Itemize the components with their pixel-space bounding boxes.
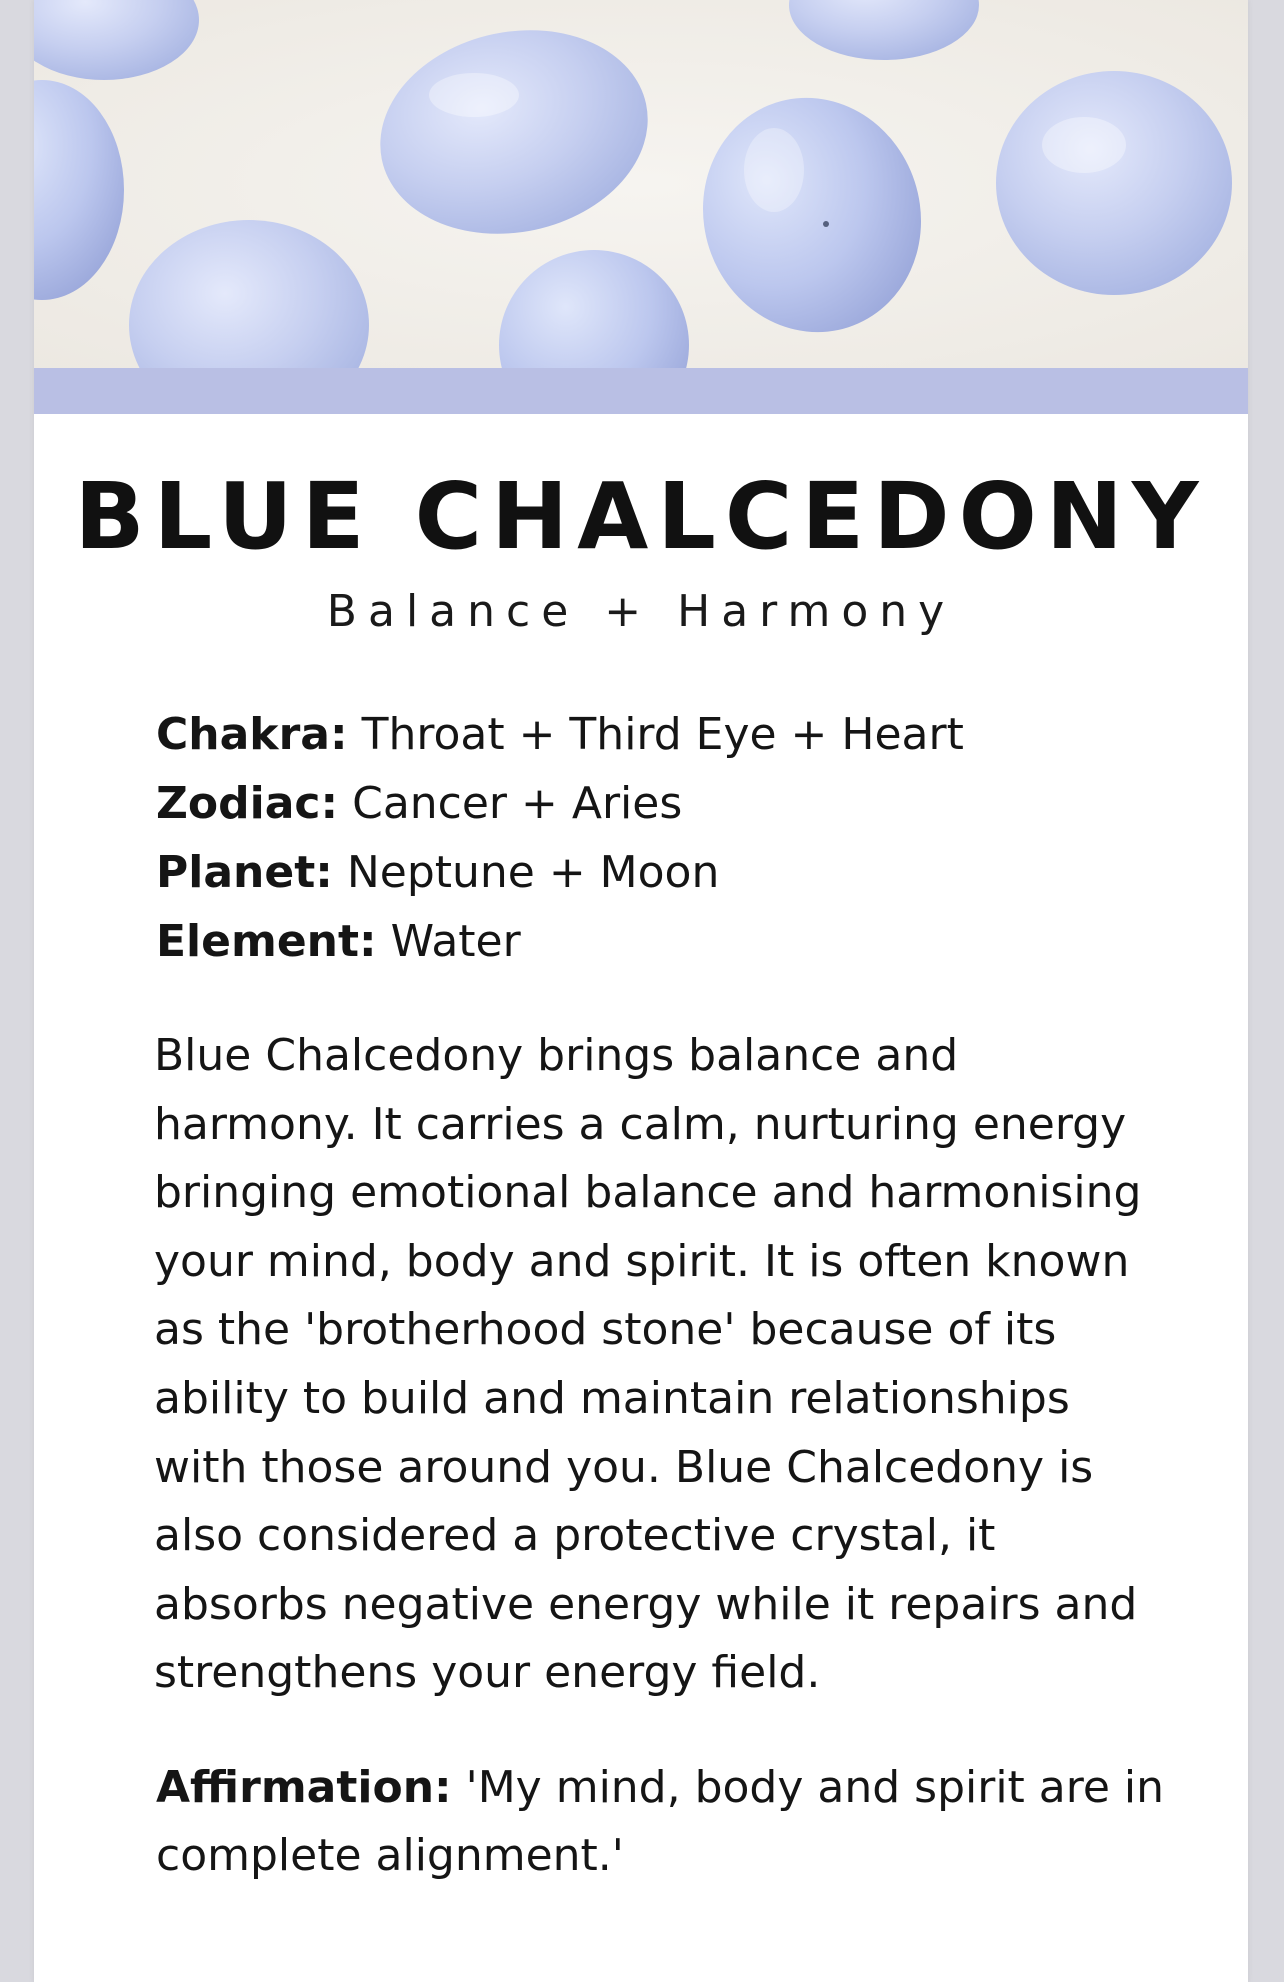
page-subtitle: Balance + Harmony [326, 586, 956, 637]
fact-value: Cancer + Aries [352, 778, 683, 829]
affirmation-value: 'My mind, body and spirit are in complete alignment.' [156, 1762, 1165, 1881]
crystal-description: Blue Chalcedony brings balance and harmony. It carries a calm, nurturing energy bringing emotional balance and harmonising your mind, body and spirit. It is often known as the 'brotherhood stone' because of its ability to build and maintain relationships with those around you. Blue Chalcedony is also considered a protective crystal, it absorbs negative energy while it repairs and strengthens your energy field. [154, 1030, 1142, 1699]
fact-label: Zodiac: [156, 778, 339, 829]
fact-chakra [156, 700, 1156, 769]
fact-label: Element: [156, 916, 377, 967]
crystal-info-card [34, 0, 1248, 1982]
crystal-facts-list [156, 700, 1156, 976]
blue-chalcedony-stones-illustration [34, 0, 1248, 368]
fact-label: Planet: [156, 847, 333, 898]
fact-planet [156, 838, 1156, 907]
fact-label: Chakra: [156, 709, 348, 760]
fact-value: Neptune + Moon [346, 847, 720, 898]
accent-bar [34, 368, 1248, 414]
fact-value: Throat + Third Eye + Heart [361, 709, 964, 760]
page-title: BLUE CHALCEDONY [74, 463, 1208, 570]
affirmation-text [156, 1754, 1166, 1890]
hero-image [34, 0, 1248, 368]
affirmation-label: Affirmation: [156, 1762, 452, 1813]
fact-element [156, 907, 1156, 976]
fact-value: Water [390, 916, 521, 967]
fact-zodiac [156, 769, 1156, 838]
